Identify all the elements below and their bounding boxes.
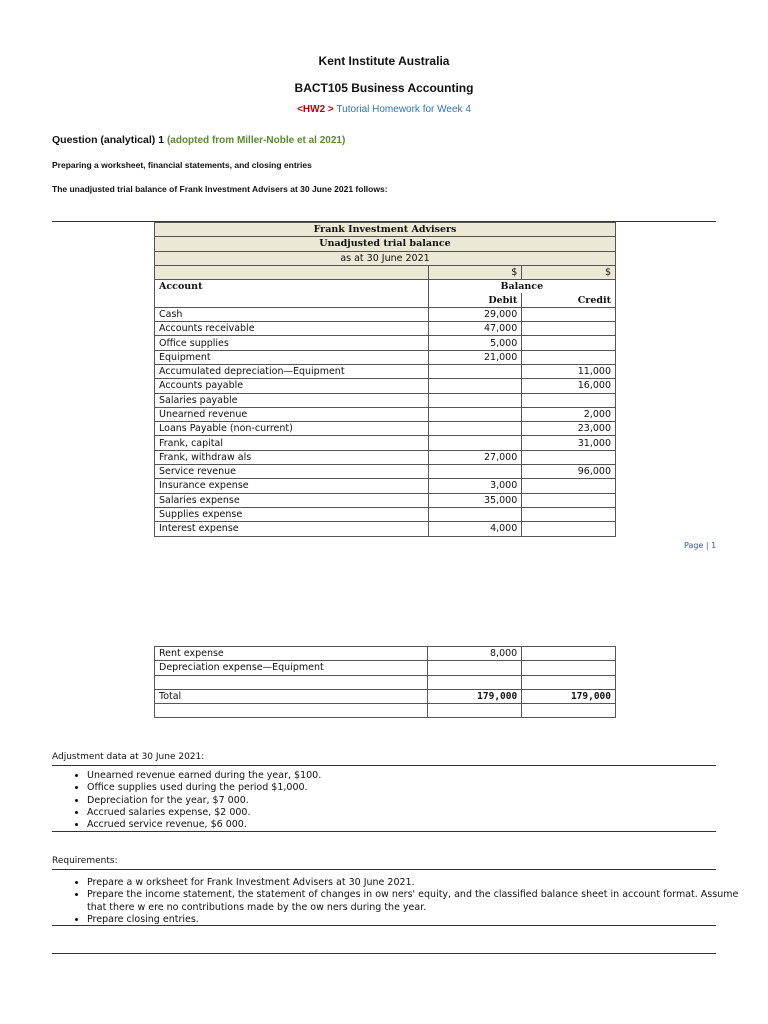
table-date: as at 30 June 2021	[155, 251, 616, 265]
account-cell: Depreciation expense—Equipment	[155, 661, 428, 675]
account-cell: Accounts receivable	[155, 322, 429, 336]
table-row	[155, 379, 616, 393]
list-item: • Prepare a w orksheet for Frank Investment Advisers at 30 June 2021.	[87, 877, 751, 889]
question-intro: The unadjusted trial balance of Frank Investment Advisers at 30 June 2021 follows:	[52, 184, 388, 194]
list-item: • Unearned revenue earned during the year, $100.	[87, 770, 747, 782]
list-item: • Depreciation for the year, $7 000.	[87, 795, 747, 807]
debit-cell: 27,000	[428, 450, 522, 464]
list-item: • Accrued service revenue, $6 000.	[87, 819, 747, 831]
account-cell: Frank, capital	[155, 436, 429, 450]
account-cell: Accounts payable	[155, 379, 429, 393]
account-cell: Interest expense	[155, 522, 429, 536]
account-cell: Salaries payable	[155, 393, 429, 407]
divider	[52, 831, 716, 832]
currency-row	[155, 265, 616, 279]
credit-cell: 23,000	[522, 422, 616, 436]
credit-cell	[522, 507, 616, 521]
credit-cell	[522, 661, 616, 675]
table-row	[155, 393, 616, 407]
account-cell: Equipment	[155, 350, 429, 364]
currency-debit: $	[428, 265, 522, 279]
debit-cell	[428, 507, 522, 521]
table-row	[155, 479, 616, 493]
debit-cell: 3,000	[428, 479, 522, 493]
company-name: Frank Investment Advisers	[155, 223, 616, 237]
hw-title: Tutorial Homework for Week 4	[336, 104, 471, 115]
table-row	[155, 522, 616, 536]
credit-cell	[522, 493, 616, 507]
table-row	[155, 350, 616, 364]
credit-cell	[522, 450, 616, 464]
table-row	[155, 307, 616, 321]
subheader-row	[155, 293, 616, 307]
divider	[52, 925, 716, 926]
homework-heading	[0, 104, 768, 115]
account-cell: Frank, withdraw als	[155, 450, 429, 464]
table-title: Unadjusted trial balance	[155, 237, 616, 251]
question-subtitle: Preparing a worksheet, financial statements, and closing entries	[52, 160, 312, 170]
question-label: Question (analytical) 1	[52, 134, 165, 146]
credit-cell: 96,000	[522, 465, 616, 479]
table-row	[155, 661, 616, 675]
credit-cell	[522, 322, 616, 336]
account-cell: Salaries expense	[155, 493, 429, 507]
question-source: (adopted from Miller-Noble et al 2021)	[166, 135, 346, 146]
balance-header: Balance	[428, 280, 615, 294]
list-item: • Prepare closing entries.	[87, 914, 751, 926]
debit-cell: 35,000	[428, 493, 522, 507]
adjustments-heading: Adjustment data at 30 June 2021:	[52, 752, 205, 762]
account-cell: Office supplies	[155, 336, 429, 350]
requirements-list	[52, 877, 751, 926]
requirements-heading: Requirements:	[52, 856, 118, 866]
debit-cell	[428, 393, 522, 407]
total-credit: 179,000	[522, 689, 616, 703]
trial-balance-table	[154, 222, 616, 537]
list-item: • Accrued salaries expense, $2 000.	[87, 807, 747, 819]
credit-cell	[522, 307, 616, 321]
footer-divider	[52, 953, 716, 954]
table-row	[155, 422, 616, 436]
currency-credit: $	[522, 265, 616, 279]
debit-cell: 29,000	[428, 307, 522, 321]
account-cell: Accumulated depreciation—Equipment	[155, 364, 429, 378]
divider	[52, 765, 716, 766]
total-label: Total	[155, 689, 428, 703]
list-item: • Prepare the income statement, the statement of changes in ow ners' equity, and the classified balance sheet in account format. Assume that there w ere no contributions made by the ow ners during the year.	[87, 889, 751, 914]
trial-balance-table-continued	[154, 646, 616, 718]
credit-cell: 2,000	[522, 407, 616, 421]
page-number: Page | 1	[684, 541, 717, 550]
account-cell: Service revenue	[155, 465, 429, 479]
account-cell: Unearned revenue	[155, 407, 429, 421]
debit-cell: 5,000	[428, 336, 522, 350]
table-row	[155, 465, 616, 479]
list-item: • Office supplies used during the period $1,000.	[87, 782, 747, 794]
table-row	[155, 336, 616, 350]
credit-cell: 11,000	[522, 364, 616, 378]
total-row	[155, 689, 616, 703]
total-debit: 179,000	[428, 689, 522, 703]
credit-cell	[522, 393, 616, 407]
credit-cell: 16,000	[522, 379, 616, 393]
debit-cell	[428, 661, 522, 675]
table-row	[155, 436, 616, 450]
adjustments-list	[52, 770, 747, 831]
credit-cell	[522, 479, 616, 493]
course-title: BACT105 Business Accounting	[294, 81, 474, 95]
account-cell: Insurance expense	[155, 479, 429, 493]
credit-cell: 31,000	[522, 436, 616, 450]
credit-cell	[522, 522, 616, 536]
debit-cell	[428, 379, 522, 393]
account-cell: Cash	[155, 307, 429, 321]
debit-cell	[428, 407, 522, 421]
debit-cell: 4,000	[428, 522, 522, 536]
account-header: Account	[155, 280, 429, 294]
debit-header: Debit	[428, 293, 522, 307]
header-row	[155, 280, 616, 294]
divider	[52, 869, 716, 870]
table-row	[155, 364, 616, 378]
blank-row	[155, 704, 616, 718]
account-cell: Loans Payable (non-current)	[155, 422, 429, 436]
debit-cell: 21,000	[428, 350, 522, 364]
table-row	[155, 507, 616, 521]
table-row	[155, 493, 616, 507]
account-cell: Rent expense	[155, 647, 428, 661]
hw-tag: <HW2 >	[297, 104, 334, 115]
table-row	[155, 407, 616, 421]
table-row	[155, 322, 616, 336]
debit-cell: 8,000	[428, 647, 522, 661]
credit-cell	[522, 647, 616, 661]
credit-cell	[522, 336, 616, 350]
debit-cell	[428, 465, 522, 479]
institute-title: Kent Institute Australia	[318, 54, 450, 68]
credit-cell	[522, 350, 616, 364]
debit-cell	[428, 364, 522, 378]
table-row	[155, 647, 616, 661]
table-row	[155, 450, 616, 464]
debit-cell	[428, 436, 522, 450]
debit-cell	[428, 422, 522, 436]
question-heading	[52, 134, 345, 146]
spacer-row	[155, 675, 616, 689]
debit-cell: 47,000	[428, 322, 522, 336]
account-cell: Supplies expense	[155, 507, 429, 521]
credit-header: Credit	[522, 293, 616, 307]
